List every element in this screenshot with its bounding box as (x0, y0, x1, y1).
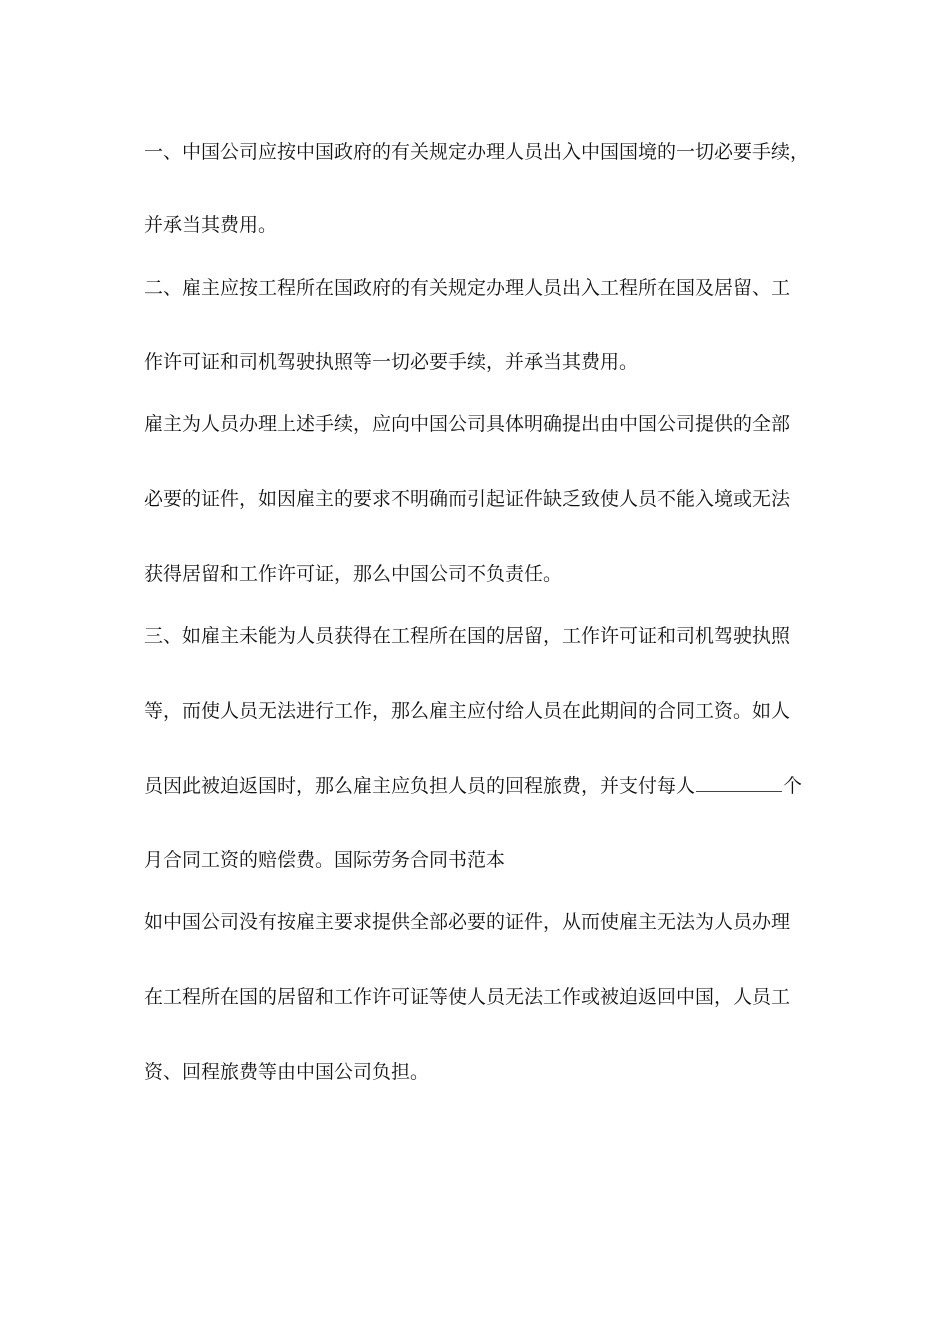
paragraph-line-3: 获得居留和工作许可证，那么中国公司不负责任。 (144, 563, 563, 585)
clause-2-line-2: 作许可证和司机驾驶执照等一切必要手续，并承当其费用。 (144, 351, 639, 373)
clause-2-line-1: 二、雇主应按工程所在国政府的有关规定办理人员出入工程所在国及居留、工 (144, 277, 791, 299)
paragraph-2-line-3: 资、回程旅费等由中国公司负担。 (144, 1061, 430, 1083)
paragraph-2-line-2: 在工程所在国的居留和工作许可证等使人员无法工作或被迫返回中国，人员工 (144, 986, 791, 1008)
clause-3-line-3-suffix: 个 (783, 775, 803, 797)
clause-3-line-1: 三、如雇主未能为人员获得在工程所在国的居留，工作许可证和司机驾驶执照 (144, 625, 791, 647)
paragraph-2-line-1: 如中国公司没有按雇主要求提供全部必要的证件，从而使雇主无法为人员办理 (144, 911, 791, 933)
fill-in-blank (696, 773, 782, 792)
clause-1-line-1: 一、中国公司应按中国政府的有关规定办理人员出入中国国境的一切必要手续， (144, 141, 810, 163)
paragraph-line-2: 必要的证件，如因雇主的要求不明确而引起证件缺乏致使人员不能入境或无法 (144, 488, 791, 510)
clause-3-line-3-text: 员因此被迫返国时，那么雇主应负担人员的回程旅费，并支付每人 (144, 775, 696, 797)
clause-3-line-2: 等，而使人员无法进行工作，那么雇主应付给人员在此期间的合同工资。如人 (144, 700, 791, 722)
clause-3-line-3 (144, 773, 802, 798)
paragraph-line-1: 雇主为人员办理上述手续，应向中国公司具体明确提出由中国公司提供的全部 (144, 413, 791, 435)
clause-1-line-2: 并承当其费用。 (144, 214, 278, 236)
clause-3-line-4: 月合同工资的赔偿费。国际劳务合同书范本 (144, 849, 506, 871)
